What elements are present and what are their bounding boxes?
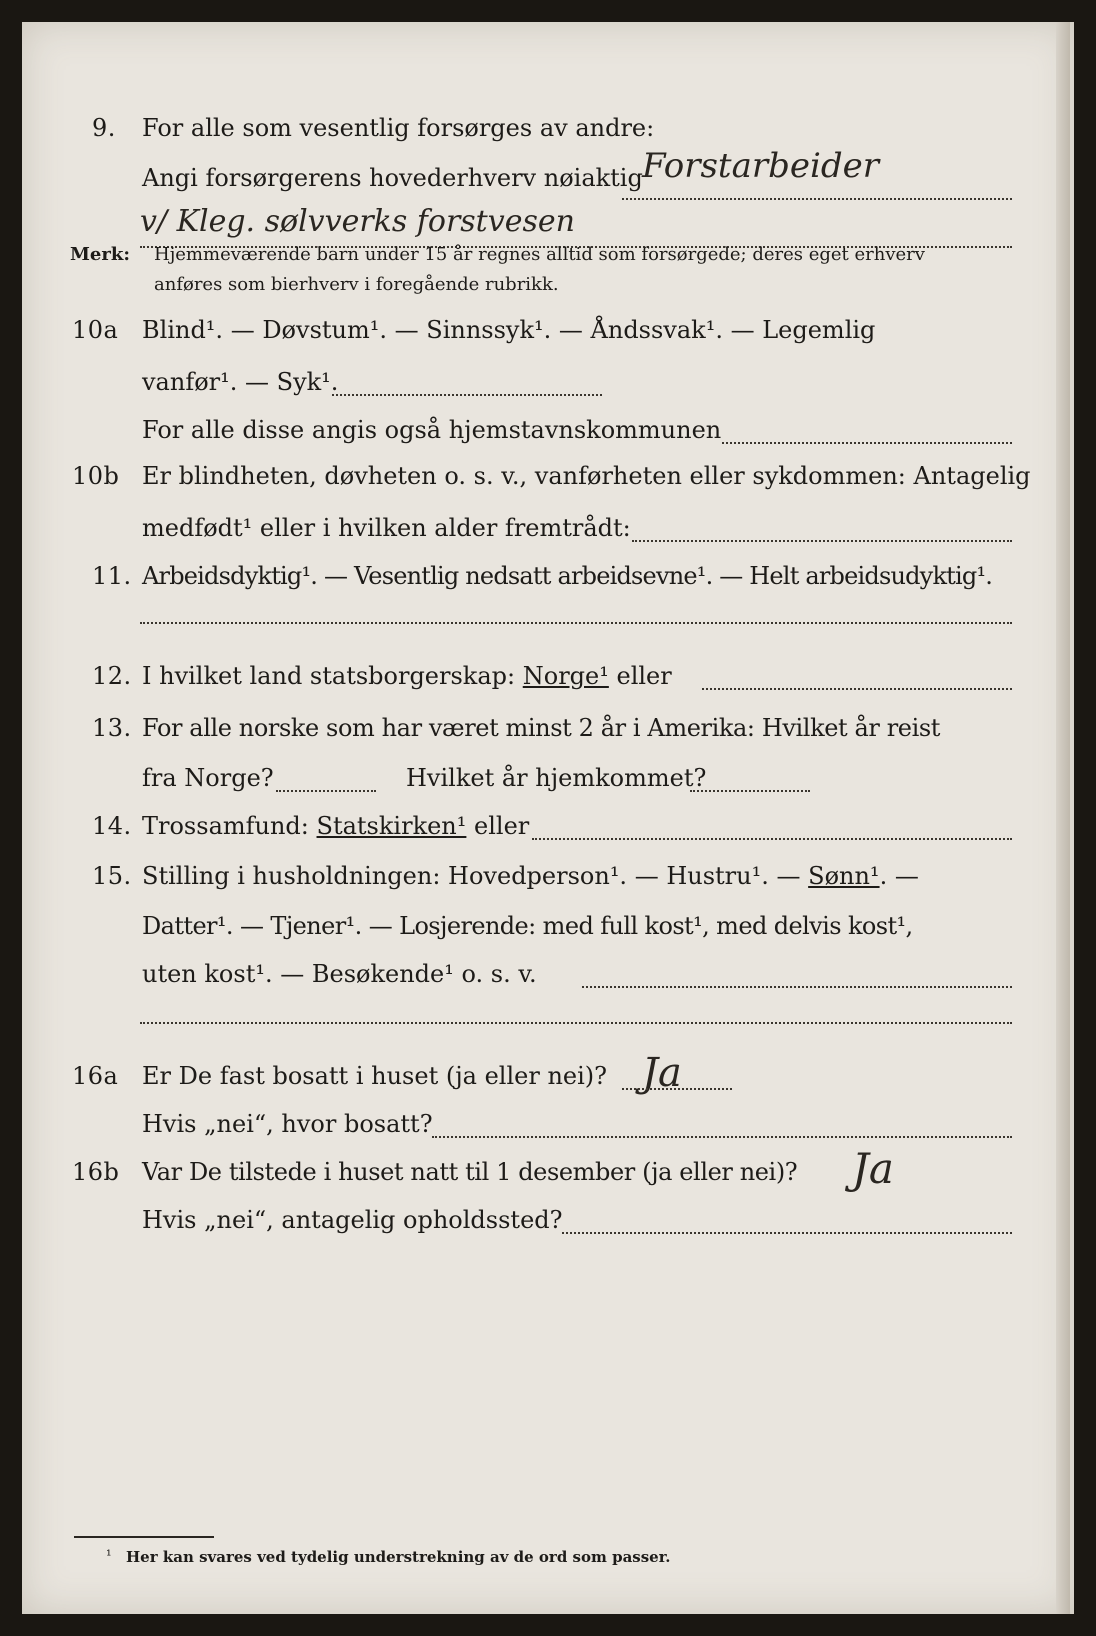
census-form-page (22, 22, 1074, 1614)
answer-line (622, 1088, 732, 1090)
handwritten-answer: v/ Kleg. sølvverks forstvesen (140, 204, 575, 239)
question-text-pre: I hvilket land statsborgerskap: (142, 662, 516, 690)
question-text: Var De tilstede i huset natt til 1 desember (ja eller nei)? (142, 1158, 798, 1186)
question-text: Er blindheten, døvheten o. s. v., vanførheten eller sykdommen: Antagelig (142, 462, 1031, 490)
question-number: 12. (92, 662, 132, 690)
question-text: Angi forsørgerens hovederhverv nøiaktig (142, 164, 643, 192)
question-number: 9. (92, 114, 116, 142)
note-text: Hjemmeværende barn under 15 år regnes alltid som forsørgede; deres eget erhverv (154, 244, 925, 265)
question-number: 14. (92, 812, 132, 840)
answer-line (562, 1232, 1012, 1234)
underlined-choice: Sønn¹ (808, 862, 880, 890)
question-text-part: . — (879, 862, 919, 890)
answer-line (622, 198, 1012, 200)
question-number: 10b (72, 462, 120, 490)
note-text: anføres som bierhverv i foregående rubrikk. (154, 274, 559, 295)
question-text: Hvis „nei“, antagelig opholdssted? (142, 1206, 563, 1234)
answer-line (582, 986, 1012, 988)
handwritten-answer: Ja (642, 1050, 682, 1096)
question-number: 15. (92, 862, 132, 890)
footnote-text: Her kan svares ved tydelig understrekning av de ord som passer. (126, 1548, 671, 1566)
footnote-mark: ¹ (106, 1548, 112, 1564)
question-number: 16a (72, 1062, 119, 1090)
question-text (142, 812, 529, 840)
question-text: Hvilket år hjemkommet? (406, 764, 707, 792)
underlined-choice: Norge¹ (522, 662, 609, 690)
answer-line (140, 1022, 1012, 1024)
answer-line (332, 394, 602, 396)
question-text: Hvis „nei“, hvor bosatt? (142, 1110, 433, 1138)
answer-line (276, 790, 376, 792)
note-label: Merk: (70, 244, 130, 265)
handwritten-answer: Forstarbeider (642, 146, 879, 186)
question-text (142, 862, 919, 890)
answer-line (690, 790, 810, 792)
question-text: Blind¹. — Døvstum¹. — Sinnssyk¹. — Åndssvak¹. — Legemlig (142, 316, 876, 344)
page-edge (1056, 22, 1070, 1614)
question-number: 16b (72, 1158, 120, 1186)
question-text: uten kost¹. — Besøkende¹ o. s. v. (142, 960, 537, 988)
question-text (142, 662, 672, 690)
question-text: medfødt¹ eller i hvilken alder fremtrådt: (142, 514, 631, 542)
answer-line (702, 688, 1012, 690)
answer-line (140, 622, 1012, 624)
question-text-pre: Trossamfund: (142, 812, 309, 840)
question-text: fra Norge? (142, 764, 274, 792)
question-number: 10a (72, 316, 119, 344)
question-text-post: eller (616, 662, 672, 690)
footnote-rule (74, 1536, 214, 1538)
question-text: Arbeidsdyktig¹. — Vesentlig nedsatt arbeidsevne¹. — Helt arbeidsudyktig¹. (142, 562, 993, 590)
question-text: For alle som vesentlig forsørges av andre: (142, 114, 655, 142)
question-text: Datter¹. — Tjener¹. — Losjerende: med full kost¹, med delvis kost¹, (142, 912, 913, 940)
question-text: For alle disse angis også hjemstavnskommunen (142, 416, 722, 444)
question-text: vanfør¹. — Syk¹. (142, 368, 339, 396)
answer-line (532, 838, 1012, 840)
handwritten-answer: Ja (852, 1144, 894, 1193)
question-text: Er De fast bosatt i huset (ja eller nei)? (142, 1062, 608, 1090)
underlined-choice: Statskirken¹ (316, 812, 467, 840)
question-text-post: eller (474, 812, 530, 840)
question-number: 11. (92, 562, 132, 590)
answer-line (432, 1136, 1012, 1138)
question-text-part: Stilling i husholdningen: Hovedperson¹. — Hustru¹. — (142, 862, 801, 890)
question-number: 13. (92, 714, 132, 742)
question-text: For alle norske som har været minst 2 år i Amerika: Hvilket år reist (142, 714, 941, 742)
answer-line (632, 540, 1012, 542)
answer-line (722, 442, 1012, 444)
